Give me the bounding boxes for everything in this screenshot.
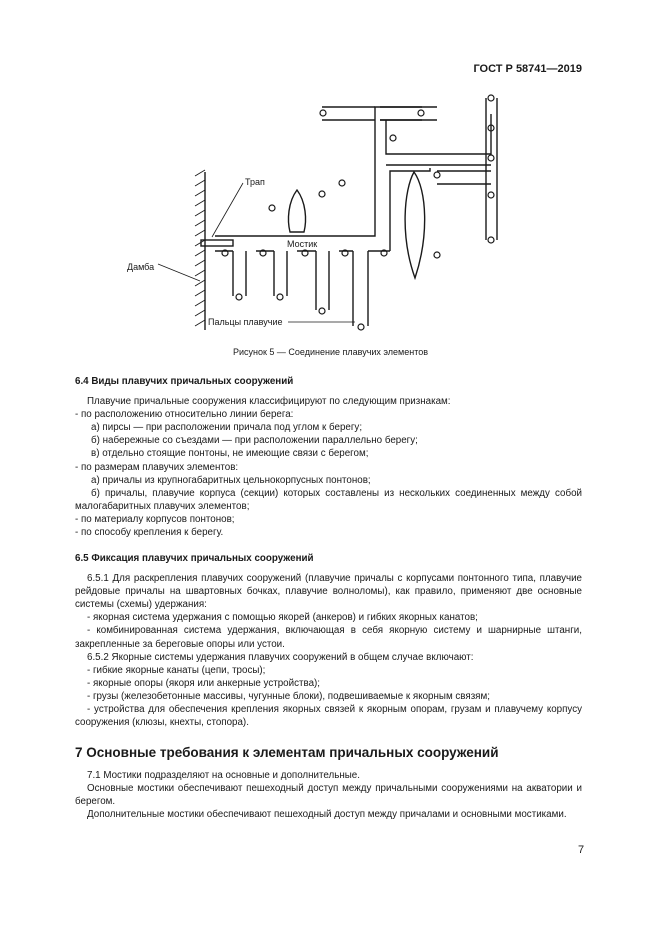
finger-1 <box>233 251 246 296</box>
ladder-leader <box>212 183 243 237</box>
list-item: - комбинированная система удержания, включающая в себя якорную систему и шарнирные штанги, закрепленные за береговые опоры или устои. <box>75 625 582 650</box>
finger-4 <box>353 251 368 326</box>
pier-end-node <box>488 237 494 243</box>
finger-end-node <box>319 308 325 314</box>
list-item: - якорная система удержания с помощью якорей (анкеров) и гибких якорных канатов; <box>87 612 478 624</box>
paragraph: Основные мостики обеспечивают пешеходный доступ между причальными сооружениями на акватории и берегом. <box>75 783 582 808</box>
section-6-4-heading: 6.4 Виды плавучих причальных сооружений <box>75 376 294 387</box>
finger-end-node <box>358 324 364 330</box>
list-item: - гибкие якорные канаты (цепи, тросы); <box>87 664 266 676</box>
paragraph: Дополнительные мостики обеспечивают пешеходный доступ между причалами и основными мостиками. <box>87 809 567 821</box>
pier-node <box>488 192 494 198</box>
paragraph: 7.1 Мостики подразделяют на основные и дополнительные. <box>87 770 360 781</box>
anchor-node <box>269 205 275 211</box>
list-item: а) причалы из крупногабаритных цельнокорпусных понтонов; <box>91 474 371 486</box>
list-item: - по расположению относительно линии берега: <box>75 409 294 421</box>
right-arm <box>380 107 422 120</box>
section-6-5-heading: 6.5 Фиксация плавучих причальных сооружений <box>75 553 314 564</box>
label-fingers: Пальцы плавучие <box>208 317 283 327</box>
figure-caption: Рисунок 5 — Соединение плавучих элементов <box>232 347 429 357</box>
paragraph: 6.5.1 Для раскрепления плавучих сооружений (плавучие причалы с корпусами понтонного типа, плавучие рейдовые причалы на швартовных бочках, плавучие волноломы), как правило, применяют две основные системы (схемы) удержания: <box>75 573 582 611</box>
large-boat <box>405 172 425 278</box>
section-7-heading: 7 Основные требования к элементам причальных сооружений <box>75 745 499 760</box>
list-item: - якорные опоры (якоря или анкерные устройства); <box>87 677 321 689</box>
dam-hatching <box>195 170 205 326</box>
label-bridge: Мостик <box>287 239 318 249</box>
section-6-5 <box>75 552 582 729</box>
list-item: в) отдельно стоящие понтоны, не имеющие связи с берегом; <box>91 448 369 460</box>
arm-end-node <box>320 110 326 116</box>
paragraph: 6.5.2 Якорные системы удержания плавучих сооружений в общем случае включают: <box>87 651 474 663</box>
list-item: - устройства для обеспечения крепления якорных связей к якорным опорам, грузам и плавучему корпусу сооружения (клюзы, кнехты, стопора). <box>75 704 582 729</box>
lower-branch <box>437 171 491 184</box>
bridge-top-edge <box>215 107 380 236</box>
anchor-node <box>319 191 325 197</box>
arm-end-node <box>418 110 424 116</box>
upper-node <box>390 135 396 141</box>
label-ladder: Трап <box>245 177 265 187</box>
dam-leader <box>158 264 200 281</box>
branch-node <box>434 252 440 258</box>
pier-node <box>488 155 494 161</box>
finger-end-node <box>236 294 242 300</box>
finger-2 <box>274 251 287 296</box>
left-arm <box>322 107 375 120</box>
list-item: - грузы (железобетонные массивы, чугунные блоки), подвешиваемые к якорным связям; <box>87 690 490 702</box>
list-item: - по размерам плавучих элементов: <box>75 461 239 473</box>
upper-structure <box>380 107 491 165</box>
list-item: - по материалу корпусов понтонов; <box>75 513 235 525</box>
anchor-node <box>339 180 345 186</box>
ladder-ramp <box>201 240 233 246</box>
list-item: б) причалы, плавучие корпуса (секции) которых составлены из нескольких соединенных между собой малогабаритных плавучих элементов; <box>75 487 582 512</box>
document-header: ГОСТ Р 58741—2019 <box>473 63 582 75</box>
page-number: 7 <box>578 844 585 856</box>
small-boat <box>288 190 305 232</box>
finger-end-node <box>277 294 283 300</box>
finger-3 <box>316 251 329 310</box>
list-item: - по способу крепления к берегу. <box>75 527 224 539</box>
list-item: б) набережные со съездами — при расположении параллельно берегу; <box>91 435 418 447</box>
label-dam: Дамба <box>127 262 155 272</box>
section-6-4 <box>75 375 582 539</box>
section-6-4-intro: Плавучие причальные сооружения классифицируют по следующим признакам: <box>87 396 451 408</box>
figure-floating-elements <box>0 0 661 360</box>
section-7 <box>75 744 582 821</box>
pier-end-node <box>488 95 494 101</box>
list-item: а) пирсы — при расположении причала под углом к берегу; <box>91 422 363 434</box>
branch-node <box>434 172 440 178</box>
